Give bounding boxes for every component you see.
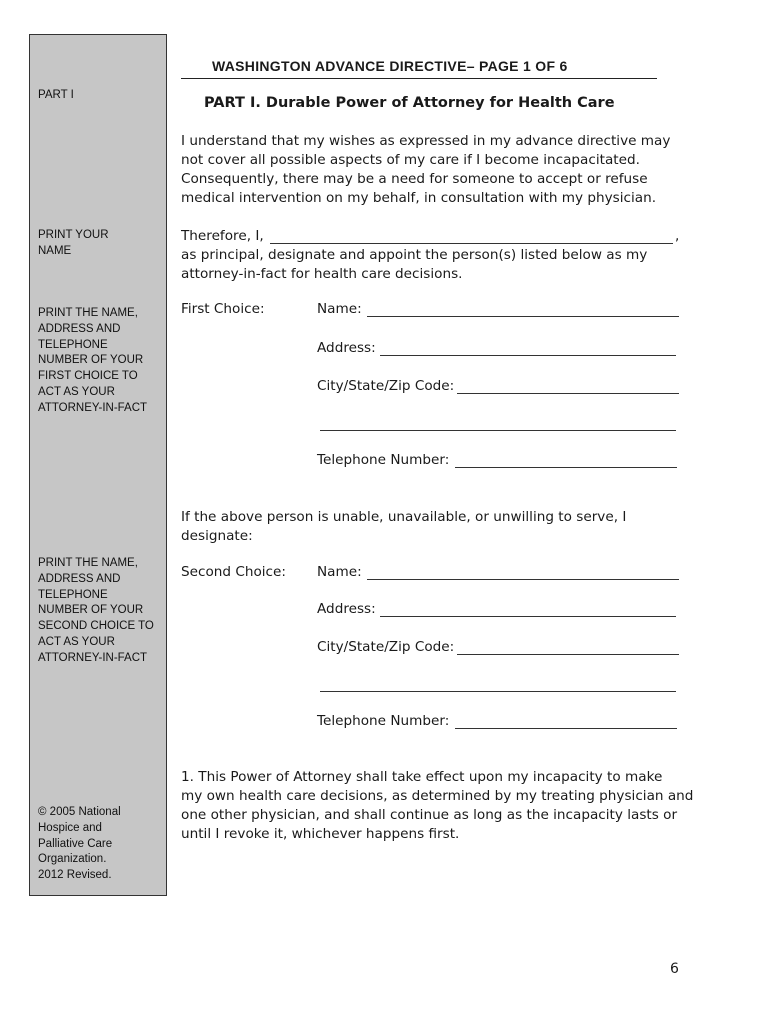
clause-1-paragraph: 1. This Power of Attorney shall take effect upon my incapacity to make my own health care decisions, as determined by my treating physician and one other physician, and shall continue as long as the incapacity lasts or until I revoke it, whichever happens first. — [181, 769, 694, 842]
second-name-field[interactable] — [367, 565, 679, 580]
sidebar-second-choice-note: PRINT THE NAME, ADDRESS AND TELEPHONE NUMBER OF YOUR SECOND CHOICE TO ACT AS YOUR ATTORNEY-IN-FACT — [38, 557, 154, 664]
second-phone-label: Telephone Number: — [317, 713, 450, 729]
first-address-field[interactable] — [380, 341, 676, 356]
sidebar-part-label: PART I — [38, 89, 74, 101]
first-address-label: Address: — [317, 340, 376, 356]
second-address-label: Address: — [317, 601, 376, 617]
second-phone-field[interactable] — [455, 714, 677, 729]
second-choice-label: Second Choice: — [181, 564, 286, 580]
therefore-comma: , — [675, 228, 680, 244]
first-name-label: Name: — [317, 301, 362, 317]
second-city-label: City/State/Zip Code: — [317, 639, 455, 655]
first-phone-field[interactable] — [455, 453, 677, 468]
title-divider — [181, 78, 657, 79]
intro-paragraph: I understand that my wishes as expressed in my advance directive may not cover all possible aspects of my care if I become incapacitated. Consequently, there may be a need for someone to accept or refuse medical intervention on my behalf, in consultation with my physician. — [181, 133, 671, 206]
part-heading: PART I. Durable Power of Attorney for Health Care — [204, 95, 615, 111]
first-address-extra-field[interactable] — [320, 416, 676, 431]
first-choice-label: First Choice: — [181, 301, 265, 317]
first-phone-label: Telephone Number: — [317, 452, 450, 468]
sidebar-print-name-note: PRINT YOUR NAME — [38, 229, 109, 257]
alternate-paragraph: If the above person is unable, unavailable, or unwilling to serve, I designate: — [181, 509, 627, 544]
therefore-label: Therefore, I, — [181, 228, 264, 244]
second-address-field[interactable] — [380, 602, 676, 617]
document-title: WASHINGTON ADVANCE DIRECTIVE– PAGE 1 OF 6 — [212, 58, 568, 74]
second-address-extra-field[interactable] — [320, 677, 676, 692]
sidebar-panel — [29, 34, 167, 896]
sidebar-copyright: © 2005 National Hospice and Palliative Care Organization. 2012 Revised. — [38, 806, 121, 882]
first-city-label: City/State/Zip Code: — [317, 378, 455, 394]
first-city-field[interactable] — [457, 379, 679, 394]
second-name-label: Name: — [317, 564, 362, 580]
second-city-field[interactable] — [457, 640, 679, 655]
designate-paragraph: as principal, designate and appoint the person(s) listed below as my attorney-in-fact for health care decisions. — [181, 247, 648, 282]
first-name-field[interactable] — [367, 302, 679, 317]
page-number: 6 — [670, 961, 679, 977]
principal-name-field[interactable] — [270, 229, 673, 244]
sidebar-first-choice-note: PRINT THE NAME, ADDRESS AND TELEPHONE NUMBER OF YOUR FIRST CHOICE TO ACT AS YOUR ATTORNEY-IN-FACT — [38, 307, 148, 414]
